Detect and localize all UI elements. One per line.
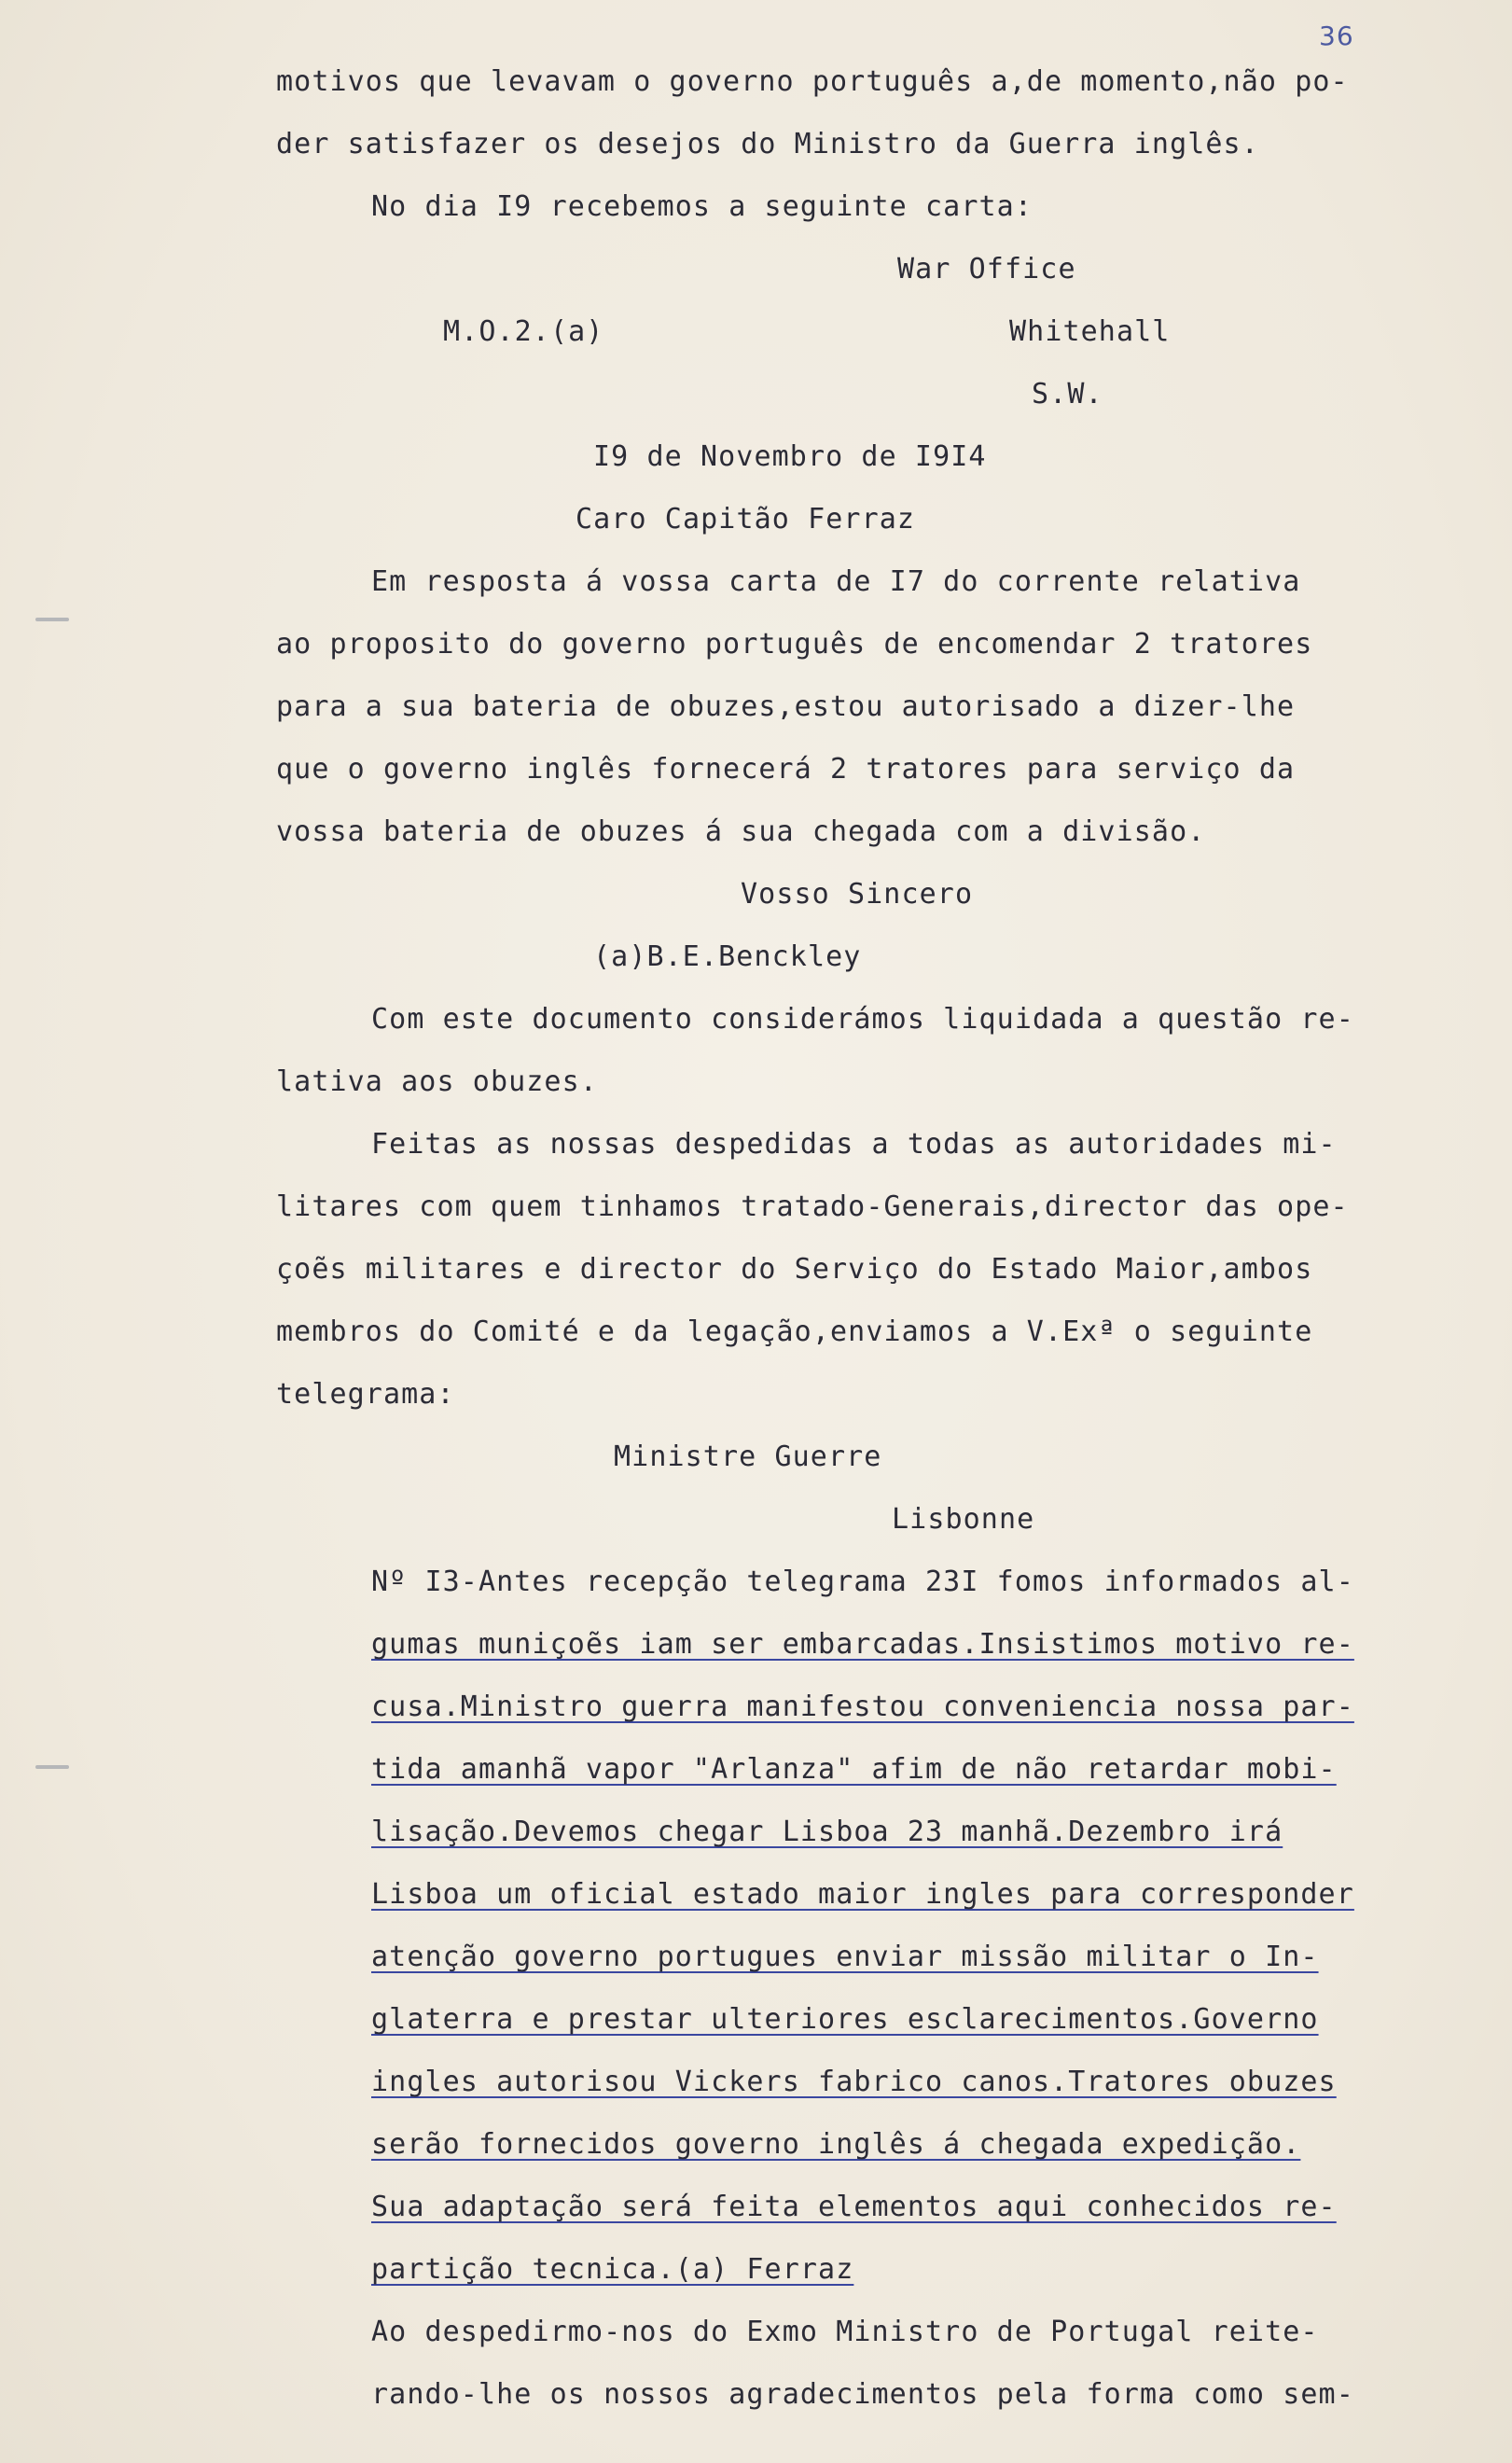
text-line: lativa aos obuzes. [276,1065,598,1098]
text-line: lisação.Devemos chegar Lisboa 23 manhã.Dezembro irá [371,1816,1283,1848]
text-line: vossa bateria de obuzes á sua chegada com a divisão. [276,815,1206,848]
page-number: 36 [1319,21,1354,51]
text-line: gumas muniçoẽs iam ser embarcadas.Insistimos motivo re- [371,1628,1354,1661]
text-line: der satisfazer os desejos do Ministro da Guerra inglês. [276,128,1259,160]
text-line: Vosso Sincero [741,878,974,911]
text-line: serão fornecidos governo inglês á chegada expedição. [371,2128,1301,2161]
text-line: Lisbonne [892,1503,1035,1536]
text-line: glaterra e prestar ulteriores esclarecimentos.Governo [371,2003,1319,2036]
text-line: War Office [897,253,1076,285]
text-line: M.O.2.(a) [443,315,604,348]
text-line: partição tecnica.(a) Ferraz [371,2253,854,2286]
text-line: Ministre Guerre [614,1440,882,1473]
text-line: çoẽs militares e director do Serviço do Estado Maior,ambos [276,1253,1313,1286]
text-line: Sua adaptação será feita elementos aqui conhecidos re- [371,2191,1337,2223]
margin-mark [35,1765,69,1769]
text-line: atenção governo portugues enviar missão militar o In- [371,1941,1319,1973]
text-line: No dia I9 recebemos a seguinte carta: [371,190,1033,223]
text-line: telegrama: [276,1378,455,1411]
margin-mark [35,618,69,621]
text-line: que o governo inglês fornecerá 2 tratores para serviço da [276,753,1296,786]
text-line: cusa.Ministro guerra manifestou conveniencia nossa par- [371,1691,1354,1723]
text-line: Caro Capitão Ferraz [576,503,916,536]
text-line: (a)B.E.Benckley [593,940,862,973]
text-line: Ao despedirmo-nos do Exmo Ministro de Portugal reite- [371,2316,1319,2348]
text-line: Lisboa um oficial estado maior ingles para corresponder [371,1878,1354,1911]
text-line: membros do Comité e da legação,enviamos a V.Exª o seguinte [276,1315,1313,1348]
text-line: motivos que levavam o governo português a,de momento,não po- [276,65,1349,98]
text-line: tida amanhã vapor "Arlanza" afim de não retardar mobi- [371,1753,1337,1786]
text-line: I9 de Novembro de I9I4 [593,440,987,473]
text-line: litares com quem tinhamos tratado-Generais,director das ope- [276,1190,1349,1223]
text-line: ao proposito do governo português de encomendar 2 tratores [276,628,1313,661]
text-line: para a sua bateria de obuzes,estou autorisado a dizer-lhe [276,690,1296,723]
text-line: ingles autorisou Vickers fabrico canos.Tratores obuzes [371,2066,1337,2098]
text-line: Feitas as nossas despedidas a todas as autoridades mi- [371,1128,1337,1161]
text-line: Em resposta á vossa carta de I7 do corrente relativa [371,565,1301,598]
text-line: Nº I3-Antes recepção telegrama 23I fomos informados al- [371,1565,1354,1598]
text-line: rando-lhe os nossos agradecimentos pela forma como sem- [371,2378,1354,2411]
text-line: S.W. [1032,378,1103,410]
text-line: Whitehall [1009,315,1171,348]
text-line: Com este documento considerámos liquidada a questão re- [371,1003,1354,1036]
